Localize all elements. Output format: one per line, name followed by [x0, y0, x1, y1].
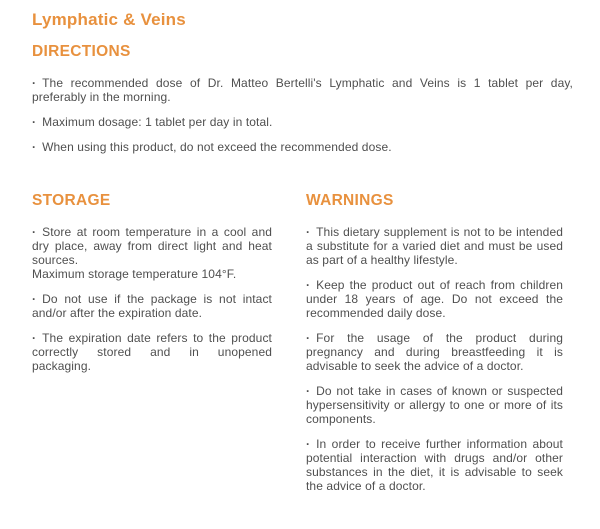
bullet-dot: · [32, 292, 37, 306]
bullet-dot: · [306, 384, 311, 398]
bullet-dot: · [32, 140, 37, 154]
paragraph-text: Maximum dosage: 1 tablet per day in total. [42, 115, 273, 129]
bullet-paragraph [306, 278, 563, 320]
warnings-heading: WARNINGS [306, 192, 394, 209]
paragraph-text: Do not take in cases of known or suspected hypersensitivity or allergy to one or more of its components. [306, 384, 563, 426]
bullet-dot: · [306, 225, 311, 239]
storage-heading: STORAGE [32, 192, 111, 209]
paragraph-text: Keep the product out of reach from children under 18 years of age. Do not exceed the recommended daily dose. [306, 278, 563, 320]
bullet-paragraph [306, 384, 563, 426]
paragraph-text: The recommended dose of Dr. Matteo Bertelli's Lymphatic and Veins is 1 tablet per day, preferably in the morning. [32, 76, 573, 104]
paragraph-text-continued: Maximum storage temperature 104°F. [32, 267, 237, 281]
section-directions [32, 43, 573, 154]
bullet-paragraph [32, 76, 573, 104]
bullet-dot: · [32, 76, 37, 90]
paragraph-text: The expiration date refers to the product correctly stored and in unopened packaging. [32, 331, 272, 373]
column-gutter [272, 192, 306, 493]
directions-heading: DIRECTIONS [32, 43, 131, 60]
bullet-paragraph [32, 331, 272, 373]
bullet-paragraph [306, 331, 563, 373]
bullet-paragraph [306, 225, 563, 267]
two-column-area [32, 192, 573, 493]
bullet-paragraph [32, 292, 272, 320]
paragraph-text: In order to receive further information about potential interaction with drugs and/or other substances in the diet, it is advisable to seek the advice of a doctor. [306, 437, 563, 493]
section-warnings [306, 192, 563, 493]
bullet-paragraph [306, 437, 563, 493]
bullet-dot: · [32, 331, 37, 345]
paragraph-text: When using this product, do not exceed the recommended dose. [42, 140, 392, 154]
bullet-dot: · [306, 331, 311, 345]
bullet-dot: · [306, 437, 311, 451]
paragraph-text: Do not use if the package is not intact and/or after the expiration date. [32, 292, 272, 320]
section-storage [32, 192, 272, 493]
bullet-paragraph [32, 115, 573, 129]
bullet-paragraph [32, 140, 573, 154]
paragraph-text: This dietary supplement is not to be intended a substitute for a varied diet and must be used as part of a healthy lifestyle. [306, 225, 563, 267]
paragraph-text: For the usage of the product during pregnancy and during breastfeeding it is advisable to seek the advice of a doctor. [306, 331, 563, 373]
bullet-paragraph [32, 225, 272, 281]
bullet-dot: · [32, 115, 37, 129]
bullet-dot: · [306, 278, 311, 292]
page-title: Lymphatic & Veins [32, 10, 186, 29]
paragraph-text: Store at room temperature in a cool and dry place, away from direct light and heat sources. [32, 225, 272, 267]
bullet-dot: · [32, 225, 37, 239]
